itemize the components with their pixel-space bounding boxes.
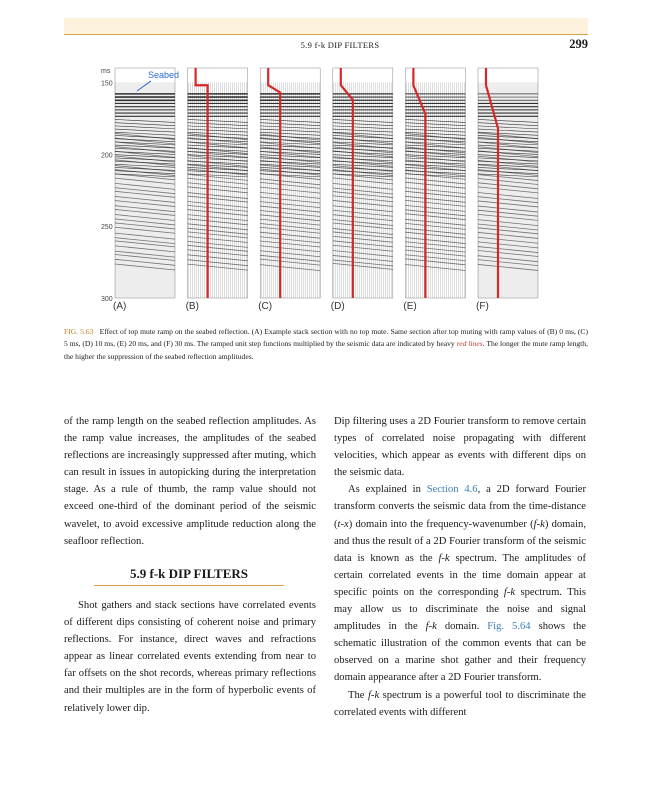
panel-label-3: (D) [330,301,345,312]
p2-text-f: spectrum. This may allow us to discriminate the noise and signal amplitudes in the [334,586,586,633]
axis-unit-label: ms [101,68,111,75]
p2-text-a: As explained in [348,484,427,496]
panel-e [403,68,465,312]
p2-text-c: ) domain into the frequency-wavenumber ( [348,518,534,530]
panel-label-2: (C) [258,301,273,312]
left-column [64,413,316,550]
panel-label-4: (E) [403,301,417,312]
panel-a [113,68,175,312]
page-number: 299 [569,37,588,51]
seismic-panels-svg [100,62,588,318]
panel-c [258,68,320,312]
left-paragraph-2: Shot gathers and stack sections have correlated events of different dips consisting of coherent noise and primary reflections. For instance, direct waves and refractions appear as linear correlated events extending from near to far offsets on the shot records, whereas primary reflections and their multiples are in the form of hyperbolic events of relatively lower dip. [64,600,316,714]
left-column-lower [64,597,316,717]
p2-tx: t-x [337,518,349,530]
p2-text-e: spectrum. The amplitudes of certain correlated events in the time domain appear at specific points on the corresponding [334,552,586,598]
right-paragraph-3 [334,687,586,721]
right-paragraph-2 [334,481,586,686]
axis-tick-150: 150 [101,80,113,88]
caption-label: FIG. 5.63 [64,327,94,336]
panel-b [186,68,248,312]
header-rule [64,34,588,35]
caption-red-lines: red lines [456,339,483,349]
section-rule [94,585,284,586]
running-head: 5.9 f-k DIP FILTERS [300,40,380,50]
p2-fk-4: f-k [425,621,437,633]
panel-label-0: (A) [113,301,127,312]
section-4-6-link[interactable]: Section 4.6 [426,484,478,496]
p2-text-d: ) domain, and thus the result of a 2D Fourier transform of the seismic data is known as the [334,518,586,564]
p3-text-a: The [348,689,368,701]
panel-d [331,68,393,312]
section-heading: 5.9 f-k DIP FILTERS [130,566,248,581]
right-paragraph-1: Dip filtering uses a 2D Fourier transform to remove certain types of correlated noise propagating with different velocities, which appear as events with different dips on the seismic data. [334,416,586,479]
axis-tick-300: 300 [101,296,113,303]
header-band [64,18,588,34]
right-column [334,413,586,721]
seismic-figure [100,62,588,318]
p2-fk-3: f-k [503,586,516,598]
left-paragraph-1: of the ramp length on the seabed reflection amplitudes. As the ramp value increases, the amplitudes of the seabed reflections are increasingly suppressed after muting, which can result in issues in autopicking during the interpretation stage. As a rule of thumb, the ramp value should not exceed one-third of the dominant period of the seismic wavelet, to avoid excessive amplitude reduction along the seafloor reflection. [64,416,316,547]
seabed-label: Seabed [148,70,180,81]
panel-f [476,68,538,312]
p2-fk-1: f-k [533,518,545,530]
p2-fk-2: f-k [438,552,450,564]
axis-tick-200: 200 [101,152,113,160]
panel-label-1: (B) [185,301,199,312]
p3-fk: f-k [367,689,380,701]
caption-text-2: . The longer the mute ramp length, the higher the suppression of the seabed reflection amplitudes. [64,339,588,361]
caption-text-1: Effect of top mute ramp on the seabed reflection. (A) Example stack section with no top mute. Same section after top muting with ramp values of (B) 0 ms, (C) 5 ms, (D) 10 ms, (E) 20 ms, and (F) 30 ms. The ramped unit step functions multiplied by the seismic data are indicated by heavy [64,327,588,349]
figure-caption [64,326,588,363]
p3-text-b: spectrum is a powerful tool to discriminate the correlated events with different [334,689,586,718]
p2-text-g: domain. [436,621,488,633]
p2-text-h: shows the schematic illustration of the common events that can be observed on a marine shot gather and their frequency domain appearance after a 2D Fourier transform. [334,621,586,684]
p2-text-b: , a 2D forward Fourier transform converts the seismic data from the time-distance ( [334,484,587,530]
axis-tick-250: 250 [101,224,113,232]
panel-label-5: (F) [476,301,489,312]
fig-5-64-link[interactable]: Fig. 5.64 [487,621,531,633]
